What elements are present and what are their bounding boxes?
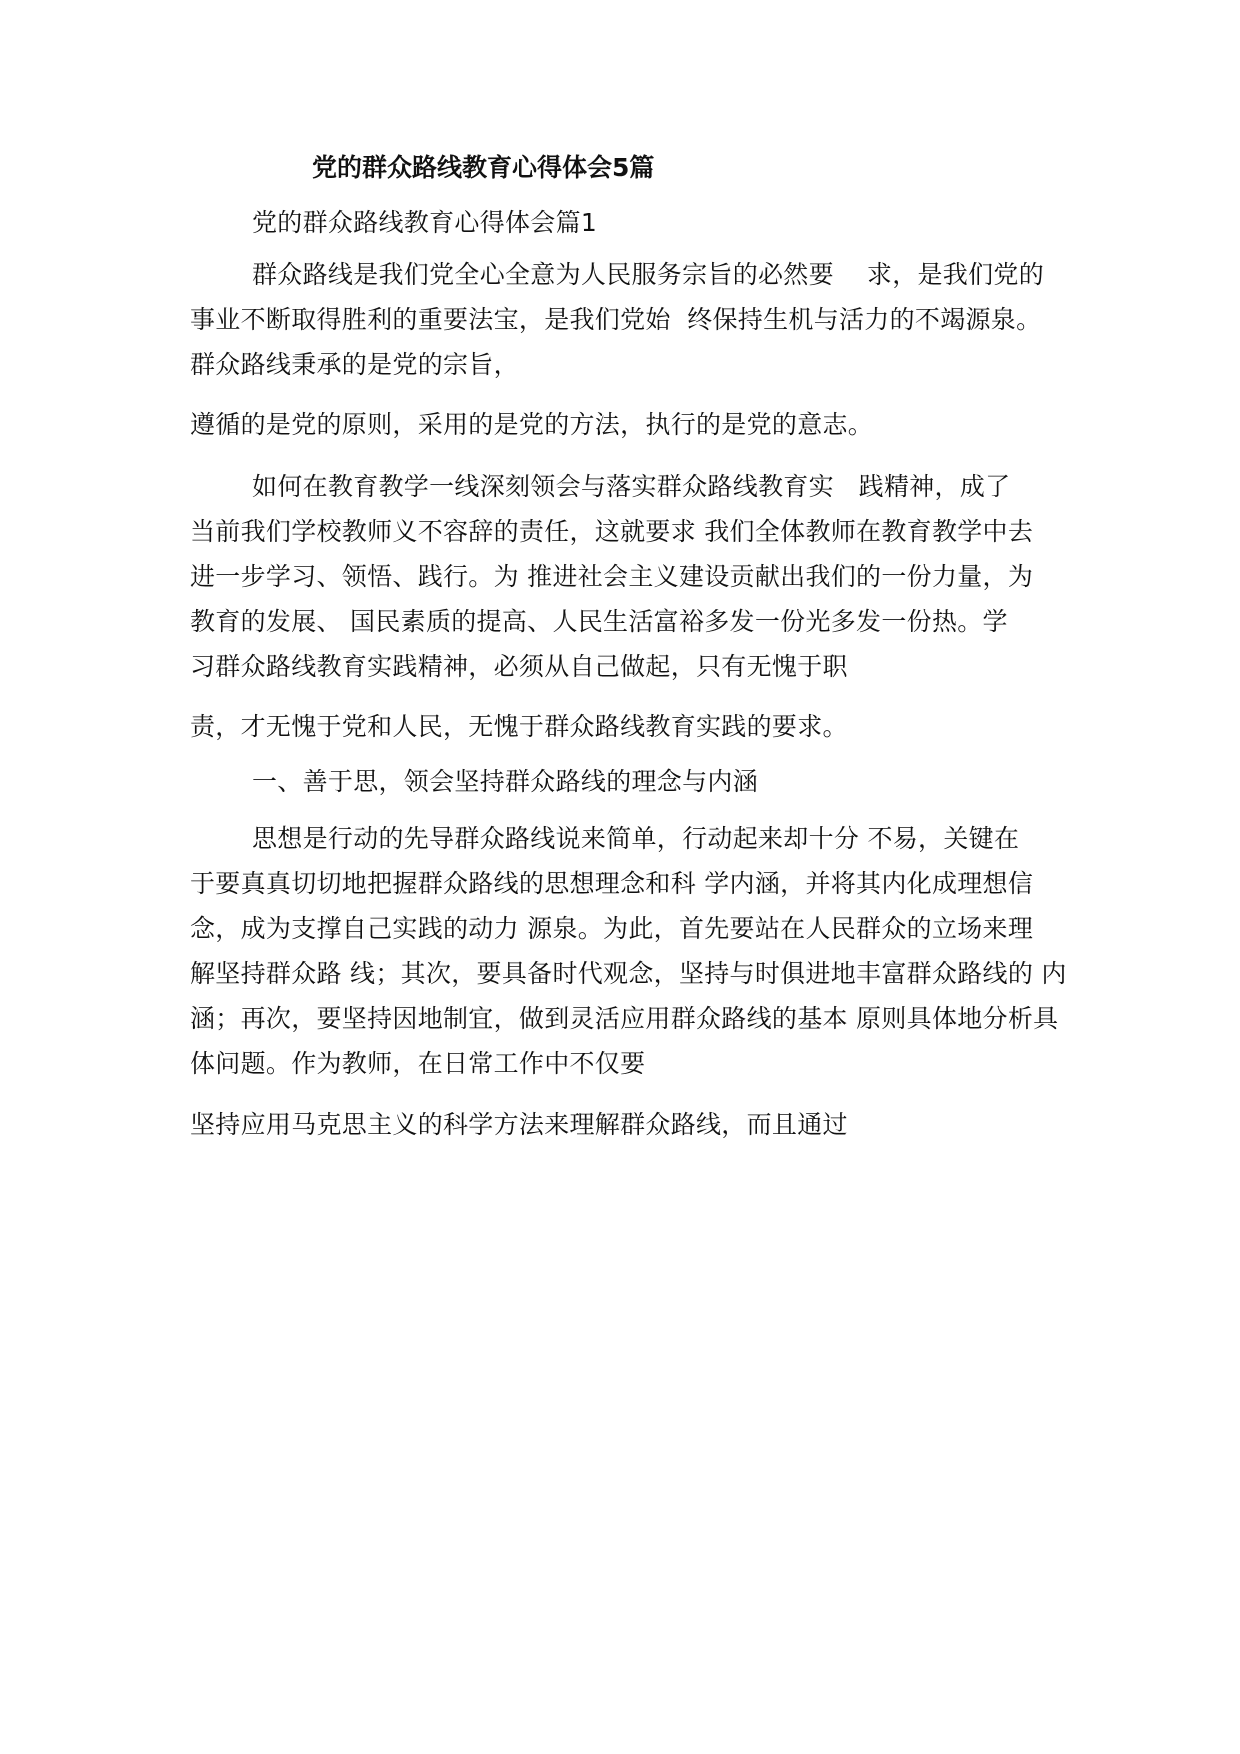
paragraph-line: 教育的发展、 国民素质的提高、人民生活富裕多发一份光多发一份热。学 (190, 607, 1008, 636)
paragraph-line: 如何在教育教学一线深刻领会与落实群众路线教育实 践精神，成了 (252, 472, 1011, 501)
paragraph-line: 于要真真切切地把握群众路线的思想理念和科 学内涵，并将其内化成理想信 (190, 869, 1034, 898)
section-subheading: 一、善于思，领会坚持群众路线的理念与内涵 (252, 767, 759, 796)
document-title: 党的群众路线教育心得体会5篇 (312, 153, 655, 182)
paragraph-line: 责，才无愧于党和人民，无愧于群众路线教育实践的要求。 (190, 712, 848, 741)
paragraph-line: 遵循的是党的原则，采用的是党的方法，执行的是党的意志。 (190, 410, 874, 439)
paragraph-line: 群众路线秉承的是党的宗旨， (190, 350, 519, 379)
paragraph-line: 体问题。作为教师，在日常工作中不仅要 (190, 1049, 646, 1078)
paragraph-line: 群众路线是我们党全心全意为人民服务宗旨的必然要 求，是我们党的 (252, 260, 1044, 289)
paragraph-line: 当前我们学校教师义不容辞的责任，这就要求 我们全体教师在教育教学中去 (190, 517, 1034, 546)
paragraph-line: 涵；再次，要坚持因地制宜，做到灵活应用群众路线的基本 原则具体地分析具 (190, 1004, 1059, 1033)
paragraph-line: 解坚持群众路 线；其次，要具备时代观念，坚持与时俱进地丰富群众路线的 内 (190, 959, 1067, 988)
paragraph-line: 念，成为支撑自己实践的动力 源泉。为此，首先要站在人民群众的立场来理 (190, 914, 1034, 943)
paragraph-line: 习群众路线教育实践精神，必须从自己做起，只有无愧于职 (190, 652, 848, 681)
paragraph-line: 事业不断取得胜利的重要法宝，是我们党始 终保持生机与活力的不竭源泉。 (190, 305, 1042, 334)
paragraph-line: 进一步学习、领悟、践行。为 推进社会主义建设贡献出我们的一份力量，为 (190, 562, 1034, 591)
paragraph-line: 坚持应用马克思主义的科学方法来理解群众路线，而且通过 (190, 1110, 848, 1139)
section-heading: 党的群众路线教育心得体会篇1 (252, 208, 598, 237)
paragraph-line: 思想是行动的先导群众路线说来简单，行动起来却十分 不易，关键在 (252, 824, 1020, 853)
